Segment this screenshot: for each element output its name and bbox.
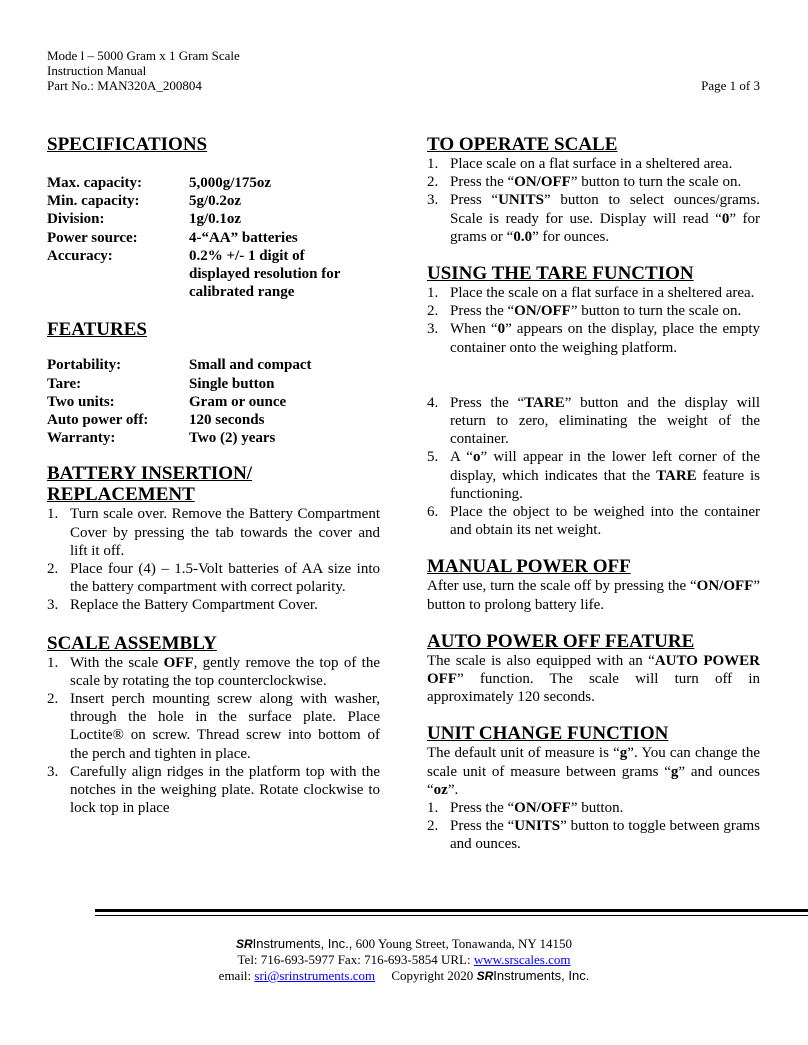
list-item: 1. Place the scale on a flat surface in a sheltered area. xyxy=(427,285,755,302)
features-heading: FEATURES xyxy=(47,319,147,341)
list-item: 2. Insert perch mounting screw along with washer, through the hole in the surface plate. Place Loctite® on screw. Thread screw into bottom of the perch and tighten in place. xyxy=(47,691,380,762)
page-number: Page 1 of 3 xyxy=(701,78,760,93)
unit-change-heading: UNIT CHANGE FUNCTION xyxy=(427,723,669,745)
feature-row: Tare: Single button xyxy=(47,375,275,392)
assembly-steps xyxy=(47,654,380,818)
specifications-table xyxy=(47,174,359,301)
email-label: email: xyxy=(218,968,255,983)
operate-steps xyxy=(427,155,760,246)
tare-steps xyxy=(427,284,760,539)
list-item: 3. Carefully align ridges in the platform top with the notches in the weighing plate. Rotate clockwise to lock top in place xyxy=(47,763,380,817)
spec-row: Max. capacity: 5,000g/175oz xyxy=(47,175,272,191)
footer-email xyxy=(0,968,808,984)
battery-heading-line2: REPLACEMENT xyxy=(47,484,195,506)
list-item: 1. Press the “ON/OFF” button. xyxy=(427,800,624,817)
unit-change-text: The default unit of measure is “g”. You can change the scale unit of measure between grams “g” and ounces “oz”. xyxy=(427,745,761,798)
manual-off-heading: MANUAL POWER OFF xyxy=(427,556,631,578)
right-column xyxy=(427,134,760,854)
list-item: 2. Press the “ON/OFF” button to turn the scale on. xyxy=(427,174,742,191)
phone-fax: Tel: 716-693-5977 Fax: 716-693-5854 URL: xyxy=(237,952,474,967)
unit-change-steps xyxy=(427,799,760,854)
company-name: Instruments, Inc. xyxy=(493,968,590,983)
header-model: Mode l – 5000 Gram x 1 Gram Scale xyxy=(47,48,240,63)
header-part-no: Part No.: MAN320A_200804 xyxy=(47,78,202,93)
tare-heading: USING THE TARE FUNCTION xyxy=(427,263,694,285)
spec-row: Division: 1g/0.1oz xyxy=(47,211,242,228)
copyright: Copyright 2020 xyxy=(375,968,477,983)
list-item: 2. Place four (4) – 1.5-Volt batteries of AA size into the battery compartment with correct polarity. xyxy=(47,561,380,596)
footer-rule-thick xyxy=(95,909,808,912)
header-manual: Instruction Manual xyxy=(47,63,147,78)
auto-off-heading: AUTO POWER OFF FEATURE xyxy=(427,630,695,652)
list-spacer xyxy=(427,357,760,394)
list-item: 6. Place the object to be weighed into the container and obtain its net weight. xyxy=(427,504,760,539)
list-item: 1. Place scale on a flat surface in a sheltered area. xyxy=(427,156,733,172)
footer-address xyxy=(0,936,808,952)
features-table xyxy=(47,356,312,447)
spec-row: Power source: 4-“AA” batteries xyxy=(47,229,298,246)
manual-off-text: After use, turn the scale off by pressing the “ON/OFF” button to prolong battery life. xyxy=(427,578,760,613)
list-item: 2. Press the “UNITS” button to toggle between grams and ounces. xyxy=(427,818,760,853)
battery-steps xyxy=(47,505,380,614)
email-link[interactable]: sri@srinstruments.com xyxy=(254,968,376,983)
list-item: 3. When “0” appears on the display, place the empty container onto the weighing platform. xyxy=(427,321,760,356)
website-link[interactable]: www.srscales.com xyxy=(473,952,571,967)
address: 600 Young Street, Tonawanda, NY 14150 xyxy=(352,936,573,951)
list-item: 2. Press the “ON/OFF” button to turn the scale on. xyxy=(427,303,742,320)
company-name: Instruments, Inc., xyxy=(252,936,353,951)
battery-heading-line1: BATTERY INSERTION/ xyxy=(47,463,253,485)
operate-heading: TO OPERATE SCALE xyxy=(427,134,618,155)
list-item: 5. A “o” will appear in the lower left corner of the display, which indicates that the TARE feature is functioning. xyxy=(427,449,760,502)
list-item: 1. With the scale OFF, gently remove the top of the scale by rotating the top counterclockwise. xyxy=(47,654,380,689)
footer-rule-thin xyxy=(95,915,808,916)
footer-contact xyxy=(0,952,808,968)
sr-logo: SR xyxy=(476,969,494,983)
document-header xyxy=(47,48,240,93)
feature-row: Portability: Small and compact xyxy=(47,357,312,374)
spec-row: Accuracy: 0.2% +/- 1 digit of displayed resolution for calibrated range xyxy=(47,247,341,301)
feature-row: Auto power off: 120 seconds xyxy=(47,412,265,429)
auto-off-text: The scale is also equipped with an “AUTO POWER OFF” function. The scale will turn off in approximately 120 seconds. xyxy=(427,652,760,706)
list-item: 3. Press “UNITS” button to select ounces/grams. Scale is ready for use. Display will read “0” for grams or “0.0” for ounces. xyxy=(427,192,760,245)
left-column xyxy=(47,134,380,817)
list-item: 1. Turn scale over. Remove the Battery Compartment Cover by pressing the tab towards the cover and lift it off. xyxy=(47,506,380,559)
sr-logo: SR xyxy=(235,937,253,951)
assembly-heading: SCALE ASSEMBLY xyxy=(47,632,217,654)
spec-row: Min. capacity: 5g/0.2oz xyxy=(47,193,242,210)
list-item: 3. Replace the Battery Compartment Cover. xyxy=(47,597,318,614)
specifications-heading: SPECIFICATIONS xyxy=(47,134,208,155)
list-item: 4. Press the “TARE” button and the display will return to zero, eliminating the weight of the container. xyxy=(427,394,760,448)
feature-row: Two units: Gram or ounce xyxy=(47,393,287,410)
feature-row: Warranty: Two (2) years xyxy=(47,430,276,447)
